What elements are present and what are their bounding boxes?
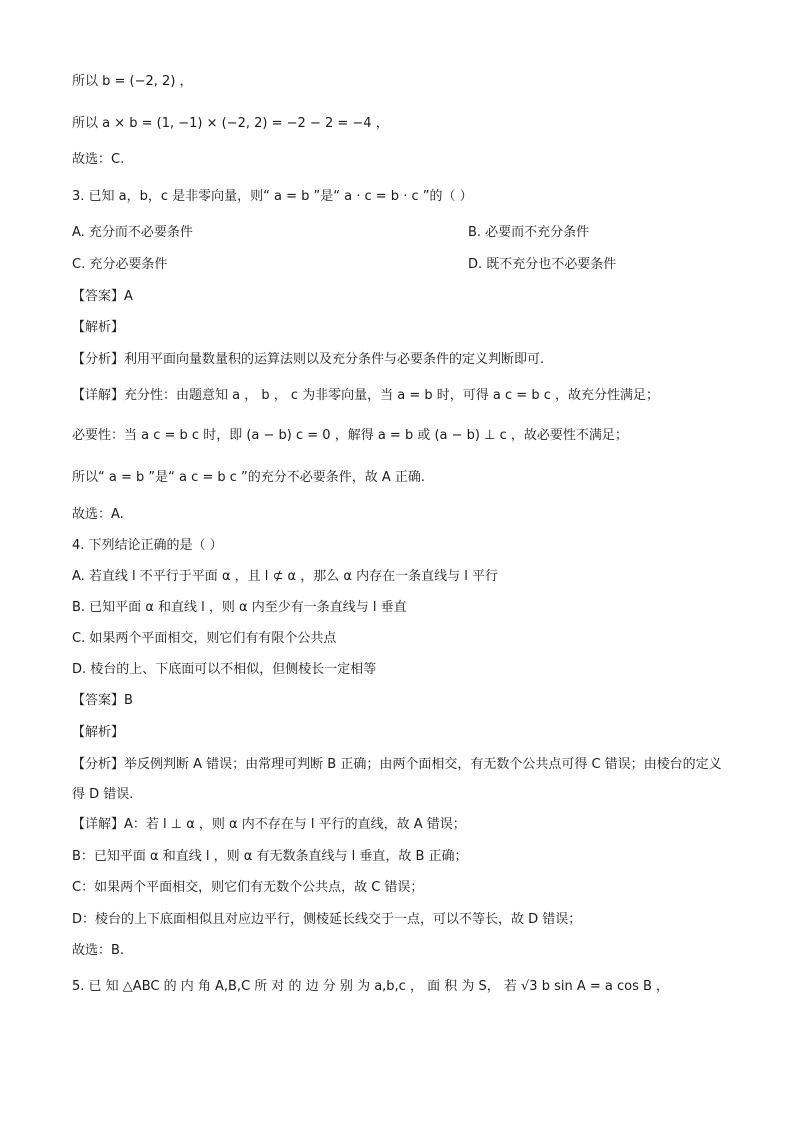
question-3-stem: 3. 已知 a，b，c 是非零向量，则“ a = b ”是“ a · c = b · c ”的（ ） [72, 189, 473, 204]
analysis-summary: 【分析】举反例判断 A 错误；由常理可判断 B 正确；由两个面相交，有无数个公共点可得 C 错误；由棱台的定义得 D 错误. [72, 757, 722, 802]
detail-a: 【详解】A：若 l ⊥ α ，则 α 内不存在与 l 平行的直线，故 A 错误； [72, 817, 466, 832]
question-3-options-row-2 [72, 256, 734, 274]
detail-necessity: 必要性：当 a c = b c 时，即 (a − b) c = 0 ，解得 a = b 或 (a − b) ⊥ c ，故必要性不满足； [72, 428, 628, 443]
analysis-label: 【解析】 [72, 320, 125, 335]
question-4-option-a: A. 若直线 l 不平行于平面 α ，且 l ⊄ α ，那么 α 内存在一条直线与 l 平行 [72, 569, 498, 584]
detail-c: C：如果两个平面相交，则它们有无数个公共点，故 C 错误； [72, 880, 424, 895]
option-b: B. 必要而不充分条件 [468, 225, 590, 240]
text-line: 所以 a × b = (1, −1) × (−2, 2) = −2 − 2 = −4 ， [72, 116, 389, 131]
option-a: A. 充分而不必要条件 [72, 225, 193, 240]
detail-b: B：已知平面 α 和直线 l ，则 α 有无数条直线与 l 垂直，故 B 正确； [72, 849, 468, 864]
question-4-option-c: C. 如果两个平面相交，则它们有有限个公共点 [72, 631, 337, 646]
conclusion: 所以“ a = b ”是“ a c = b c ”的充分不必要条件，故 A 正确. [72, 470, 426, 485]
question-4-option-d: D. 棱台的上、下底面可以不相似，但侧棱长一定相等 [72, 662, 377, 677]
answer-label: 【答案】A [72, 289, 133, 304]
question-3-options-row-1 [72, 224, 734, 242]
detail-d: D：棱台的上下底面相似且对应边平行，侧棱延长线交于一点，可以不等长，故 D 错误； [72, 912, 582, 927]
choice-line: 故选：A. [72, 507, 124, 522]
text-line: 故选：C. [72, 152, 125, 167]
question-5-stem: 5. 已 知 △ABC 的 内 角 A,B,C 所 对 的 边 分 别 为 a,b,c ， 面 积 为 S， 若 √3 b sin A = a cos B ， [72, 979, 670, 994]
answer-label: 【答案】B [72, 693, 133, 708]
analysis-summary: 【分析】利用平面向量数量积的运算法则以及充分条件与必要条件的定义判断即可. [72, 352, 545, 367]
option-d: D. 既不充分也不必要条件 [468, 257, 617, 272]
analysis-label: 【解析】 [72, 725, 125, 740]
question-4-option-b: B. 已知平面 α 和直线 l ，则 α 内至少有一条直线与 l 垂直 [72, 600, 407, 615]
question-4-stem: 4. 下列结论正确的是（ ） [72, 538, 223, 553]
text-line: 所以 b = (−2, 2) ， [72, 74, 193, 89]
detail-sufficiency: 【详解】充分性：由题意知 a ， b ， c 为非零向量，当 a = b 时，可得 a c = b c ，故充分性满足； [72, 388, 659, 403]
option-c: C. 充分必要条件 [72, 257, 168, 272]
choice-line: 故选：B. [72, 943, 125, 958]
